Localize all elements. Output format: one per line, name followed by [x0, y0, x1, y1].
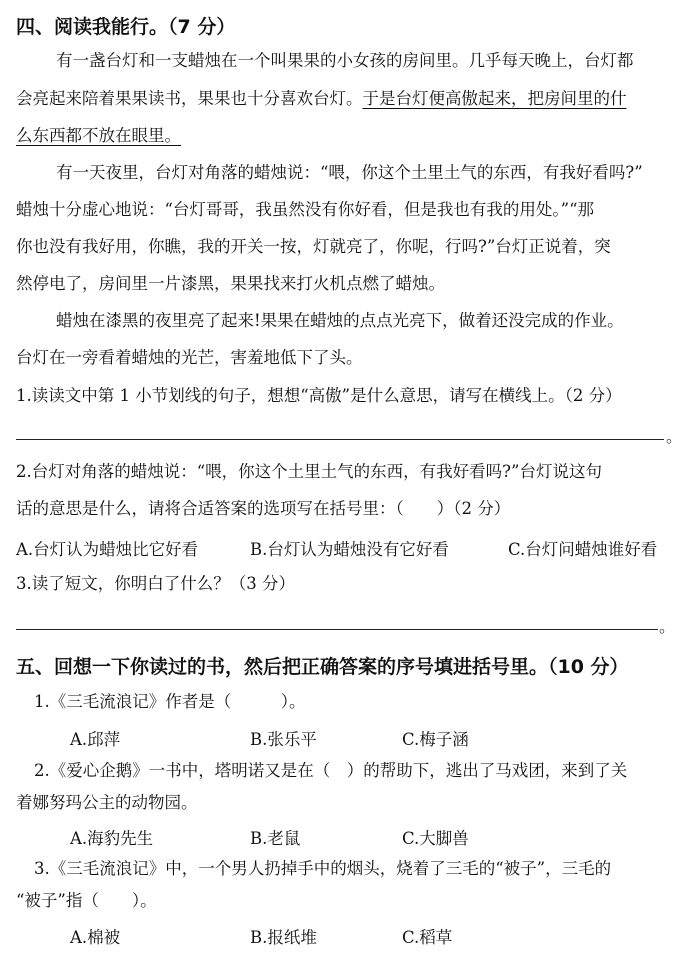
passage-line-2-text: 会亮起来陪着果果读书，果果也十分喜欢台灯。: [16, 89, 363, 108]
answer-line-4-1[interactable]: [16, 439, 664, 440]
question-4-1: 1.读读文中第 1 小节划线的句子，想想“高傲”是什么意思，请写在横线上。（2 分）: [16, 386, 622, 405]
passage-line-1: 有一盏台灯和一支蜡烛在一个叫果果的小女孩的房间里。几乎每天晚上，台灯都: [56, 51, 634, 70]
answer-line-4-3-end: 。: [659, 617, 676, 636]
underlined-sentence-part-1: 于是台灯便高傲起来，把房间里的什: [362, 89, 627, 108]
question-5-3-line-1: 3.《三毛流浪记》中，一个男人扔掉手中的烟头，烧着了三毛的“被子”，三毛的: [34, 859, 612, 878]
question-4-2-line-2: 话的意思是什么，请将合适答案的选项写在括号里：（ ）（2 分）: [16, 499, 511, 518]
q5-3-option-a: A.棉被: [70, 928, 121, 947]
underlined-sentence-part-2: 么东西都不放在眼里。: [16, 126, 181, 145]
question-5-2-line-2: 着娜努玛公主的动物园。: [16, 793, 198, 812]
question-4-2-line-1: 2.台灯对角落的蜡烛说：“喂，你这个土里土气的东西，有我好看吗?”台灯说这句: [16, 462, 602, 481]
q5-1-option-a: A.邱萍: [70, 730, 121, 749]
question-4-3: 3.读了短文，你明白了什么？（3 分）: [16, 574, 295, 593]
q5-1-option-c: C.梅子涵: [402, 730, 469, 749]
passage-line-6: 你也没有我好用，你瞧，我的开关一按，灯就亮了，你呢，行吗?”台灯正说着，突: [16, 237, 611, 256]
passage-line-9: 台灯在一旁看着蜡烛的光芒，害羞地低下了头。: [16, 348, 363, 367]
passage-line-7: 然停电了，房间里一片漆黑，果果找来打火机点燃了蜡烛。: [16, 274, 445, 293]
passage-line-8: 蜡烛在漆黑的夜里亮了起来!果果在蜡烛的点点光亮下，做着还没完成的作业。: [56, 311, 624, 330]
answer-line-4-1-end: 。: [666, 427, 683, 446]
section5-title: 五、回想一下你读过的书，然后把正确答案的序号填进括号里。（10 分）: [16, 656, 629, 678]
q5-2-option-c: C.大脚兽: [402, 829, 469, 848]
q4-2-option-b: B.台灯认为蜡烛没有它好看: [250, 540, 449, 559]
passage-line-4: 有一天夜里，台灯对角落的蜡烛说：“喂，你这个土里土气的东西，有我好看吗?”: [56, 163, 643, 182]
q5-2-option-b: B.老鼠: [250, 829, 301, 848]
section4-title: 四、阅读我能行。（7 分）: [16, 16, 236, 38]
q5-3-option-b: B.报纸堆: [250, 928, 317, 947]
answer-line-4-3[interactable]: [16, 629, 658, 630]
q5-2-option-a: A.海豹先生: [70, 829, 154, 848]
q5-1-option-b: B.张乐平: [250, 730, 317, 749]
q5-3-option-c: C.稻草: [402, 928, 453, 947]
passage-line-2: [16, 88, 627, 110]
question-5-1: 1.《三毛流浪记》作者是（ ）。: [34, 692, 306, 711]
passage-line-5: 蜡烛十分虚心地说：“台灯哥哥，我虽然没有你好看，但是我也有我的用处。”“那: [16, 200, 595, 219]
q4-2-option-a: A.台灯认为蜡烛比它好看: [16, 540, 199, 559]
question-5-2-line-1: 2.《爱心企鹅》一书中，塔明诺又是在（ ）的帮助下，逃出了马戏团，来到了关: [34, 761, 628, 780]
question-5-3-line-2: “被子”指（ ）。: [16, 891, 157, 910]
q4-2-option-c: C.台灯问蜡烛谁好看: [508, 540, 658, 559]
